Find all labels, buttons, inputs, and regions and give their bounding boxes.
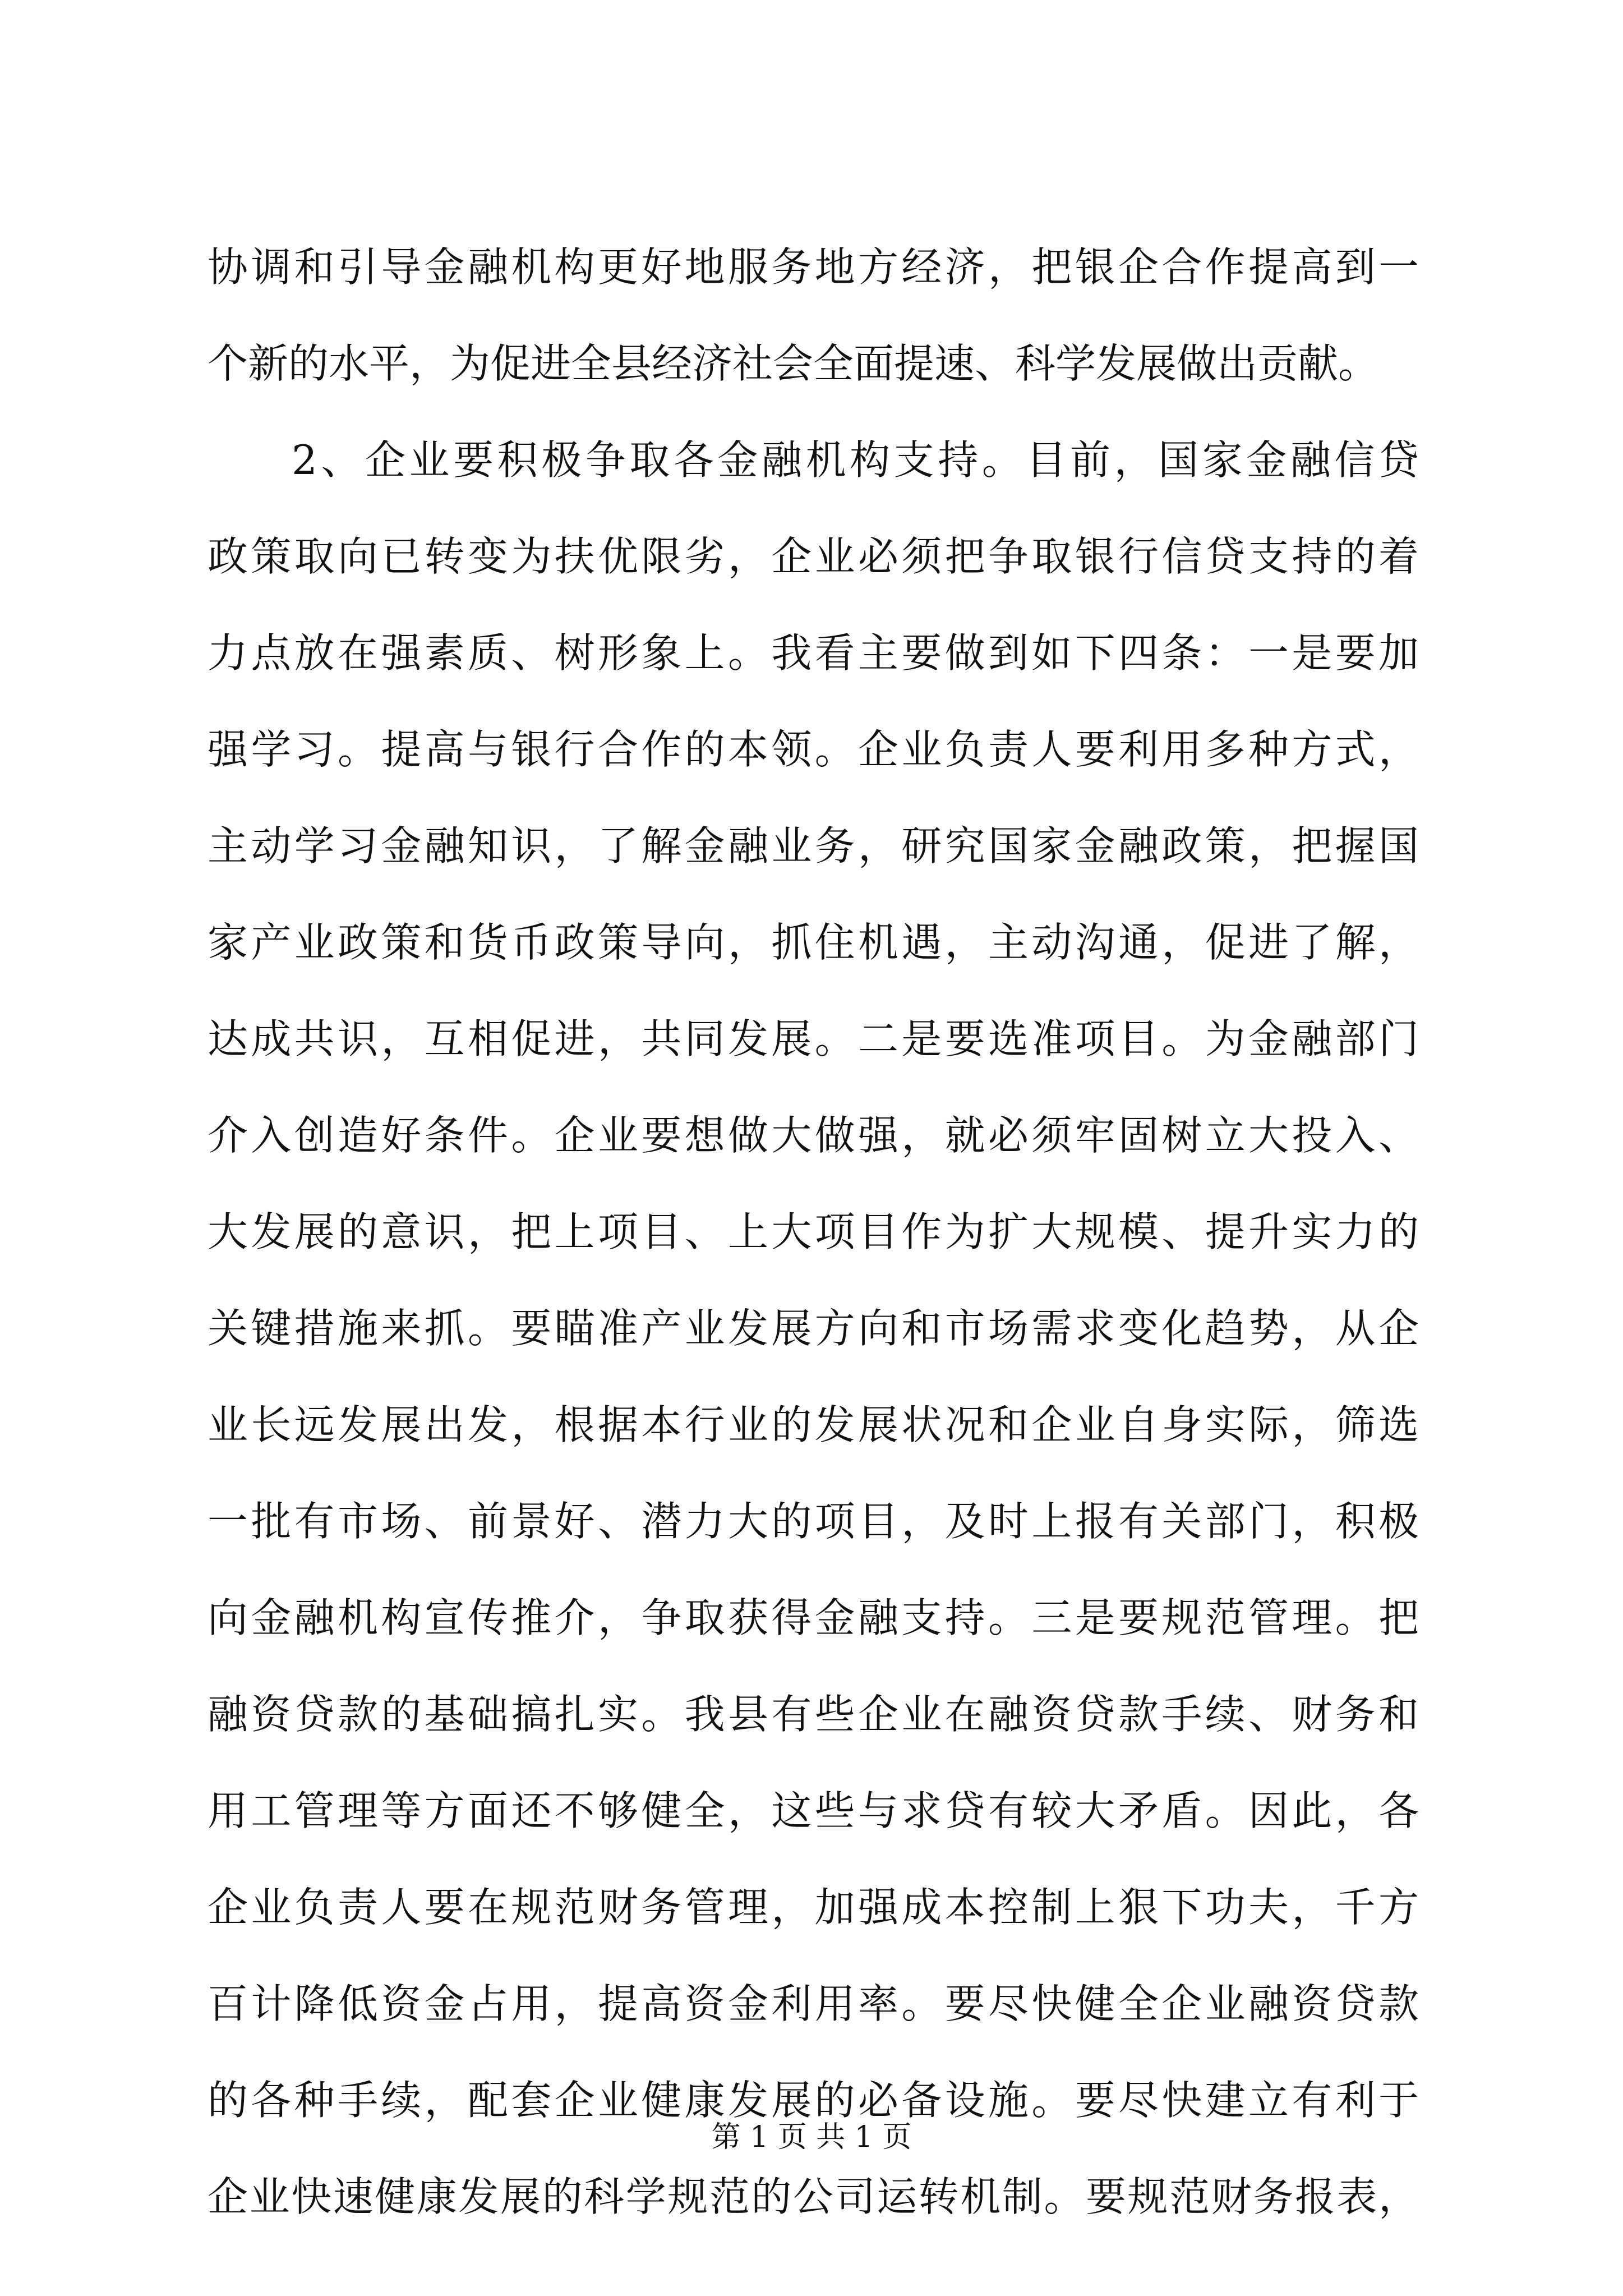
text-line-3: 2、企业要积极争取各金融机构支持。目前，国家金融信贷: [292, 436, 1419, 484]
text-line-13: 业长远发展出发，根据本行业的发展状况和企业自身实际，筛选: [208, 1401, 1419, 1448]
text-line-10: 介入创造好条件。企业要想做大做强，就必须牢固树立大投入、: [208, 1112, 1419, 1159]
text-line-19: 百计降低资金占用，提高资金利用率。要尽快健全企业融资贷款: [208, 1980, 1419, 2027]
text-line-21: 企业快速健康发展的科学规范的公司运转机制。要规范财务报表，: [208, 2173, 1419, 2220]
text-line-8: 家产业政策和货币政策导向，抓住机遇，主动沟通，促进了解，: [208, 919, 1419, 966]
text-line-16: 融资贷款的基础搞扎实。我县有些企业在融资贷款手续、财务和: [208, 1691, 1419, 1738]
text-line-6: 强学习。提高与银行合作的本领。企业负责人要利用多种方式，: [208, 726, 1419, 773]
text-line-11: 大发展的意识，把上项目、上大项目作为扩大规模、提升实力的: [208, 1208, 1419, 1255]
text-line-14: 一批有市场、前景好、潜力大的项目，及时上报有关部门，积极: [208, 1498, 1419, 1545]
text-line-5: 力点放在强素质、树形象上。我看主要做到如下四条：一是要加: [208, 629, 1419, 677]
page-number-label: 第 1 页 共 1 页: [711, 2120, 912, 2154]
text-line-9: 达成共识，互相促进，共同发展。二是要选准项目。为金融部门: [208, 1015, 1419, 1062]
text-line-7: 主动学习金融知识，了解金融业务，研究国家金融政策，把握国: [208, 822, 1419, 869]
text-line-2: 个新的水平，为促进全县经济社会全面提速、科学发展做出贡献。: [208, 340, 1379, 387]
text-line-17: 用工管理等方面还不够健全，这些与求贷有较大矛盾。因此，各: [208, 1787, 1419, 1834]
page-footer: [0, 2120, 1623, 2154]
text-line-12: 关键措施来抓。要瞄准产业发展方向和市场需求变化趋势，从企: [208, 1305, 1419, 1352]
text-line-20: 的各种手续，配套企业健康发展的必备设施。要尽快建立有利于: [208, 2077, 1419, 2124]
text-line-1: 协调和引导金融机构更好地服务地方经济，把银企合作提高到一: [208, 243, 1419, 291]
text-line-15: 向金融机构宣传推介，争取获得金融支持。三是要规范管理。把: [208, 1594, 1419, 1641]
text-line-4: 政策取向已转变为扶优限劣，企业必须把争取银行信贷支持的着: [208, 533, 1419, 580]
body-text: [208, 243, 1419, 2273]
text-line-18: 企业负责人要在规范财务管理，加强成本控制上狠下功夫，千方: [208, 1884, 1419, 1931]
